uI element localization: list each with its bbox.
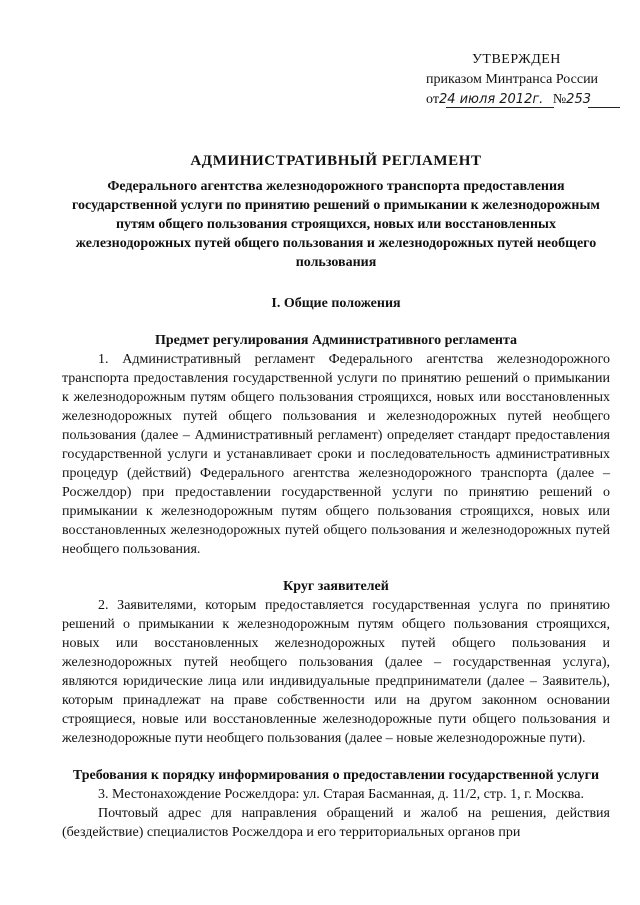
section-title-general: I. Общие положения [271, 296, 401, 311]
paragraph-3: 3. Местонахождение Росжелдора: ул. Старая Басманная, д. 11/2, стр. 1, г. Москва. [98, 787, 584, 802]
paragraph-2: 2. Заявителями, которым предоставляется государственная услуга по принятию решений о примыкании к железнодорожным путям общего пользования строящихся, новых или восстановленных железнодорожных путей общего пользования и железнодорожных путей необщего пользования (далее – государственная услуга), являются юридические лица или индивидуальные предприниматели (далее – Заявитель), которым принадлежат на праве собственности или на другом законном основании строящиеся, новые или восстановленные железнодорожные пути общего пользования и железнодорожные пути необщего пользования (далее – новые железнодорожные пути). [62, 598, 610, 746]
number-underline [588, 107, 620, 108]
paragraph-4: Почтовый адрес для направления обращений и жалоб на решения, действия (бездействие) специалистов Росжелдора и его территориальных органов при [62, 806, 610, 840]
approval-title: УТВЕРЖДЕН [472, 52, 561, 67]
document-subtitle: Федерального агентства железнодорожного транспорта предоставления государственной услуги по принятию решений о примыкании к железнодорожным путям общего пользования строящихся, новых или восстановленных железнодорожных путей общего пользования и железнодорожных путей необщего пользования [72, 179, 600, 270]
date-prefix: от [426, 92, 439, 107]
approval-order-line: приказом Минтранса России [426, 72, 599, 87]
handwritten-number: 253 [566, 92, 591, 107]
number-prefix: № [552, 92, 567, 107]
approval-date-number-line [426, 90, 626, 112]
heading-applicants: Круг заявителей [283, 579, 389, 594]
approval-block [426, 50, 626, 112]
handwritten-date: 24 июля 2012г. [438, 92, 544, 107]
document-title: АДМИНИСТРАТИВНЫЙ РЕГЛАМЕНТ [190, 153, 482, 169]
heading-information-requirements: Требования к порядку информирования о предоставлении государственной услуги [72, 768, 600, 783]
document-body [62, 152, 610, 842]
date-underline [446, 107, 554, 108]
heading-subject: Предмет регулирования Административного регламента [154, 333, 518, 348]
paragraph-1: 1. Административный регламент Федерального агентства железнодорожного транспорта предоставления государственной услуги по принятию решений о примыкании к железнодорожным путям общего пользования строящихся, новых или восстановленных железнодорожных путей общего пользования и железнодорожных путей необщего пользования (далее – Административный регламент) определяет стандарт предоставления государственной услуги и устанавливает сроки и последовательность административных процедур (действий) Федерального агентства железнодорожного транспорта (далее – Росжелдор) при предоставлении государственной услуги по принятию решений о примыкании к железнодорожным путям общего пользования строящихся, новых или восстановленных железнодорожных путей общего пользования и железнодорожных путей необщего пользования. [62, 352, 610, 557]
